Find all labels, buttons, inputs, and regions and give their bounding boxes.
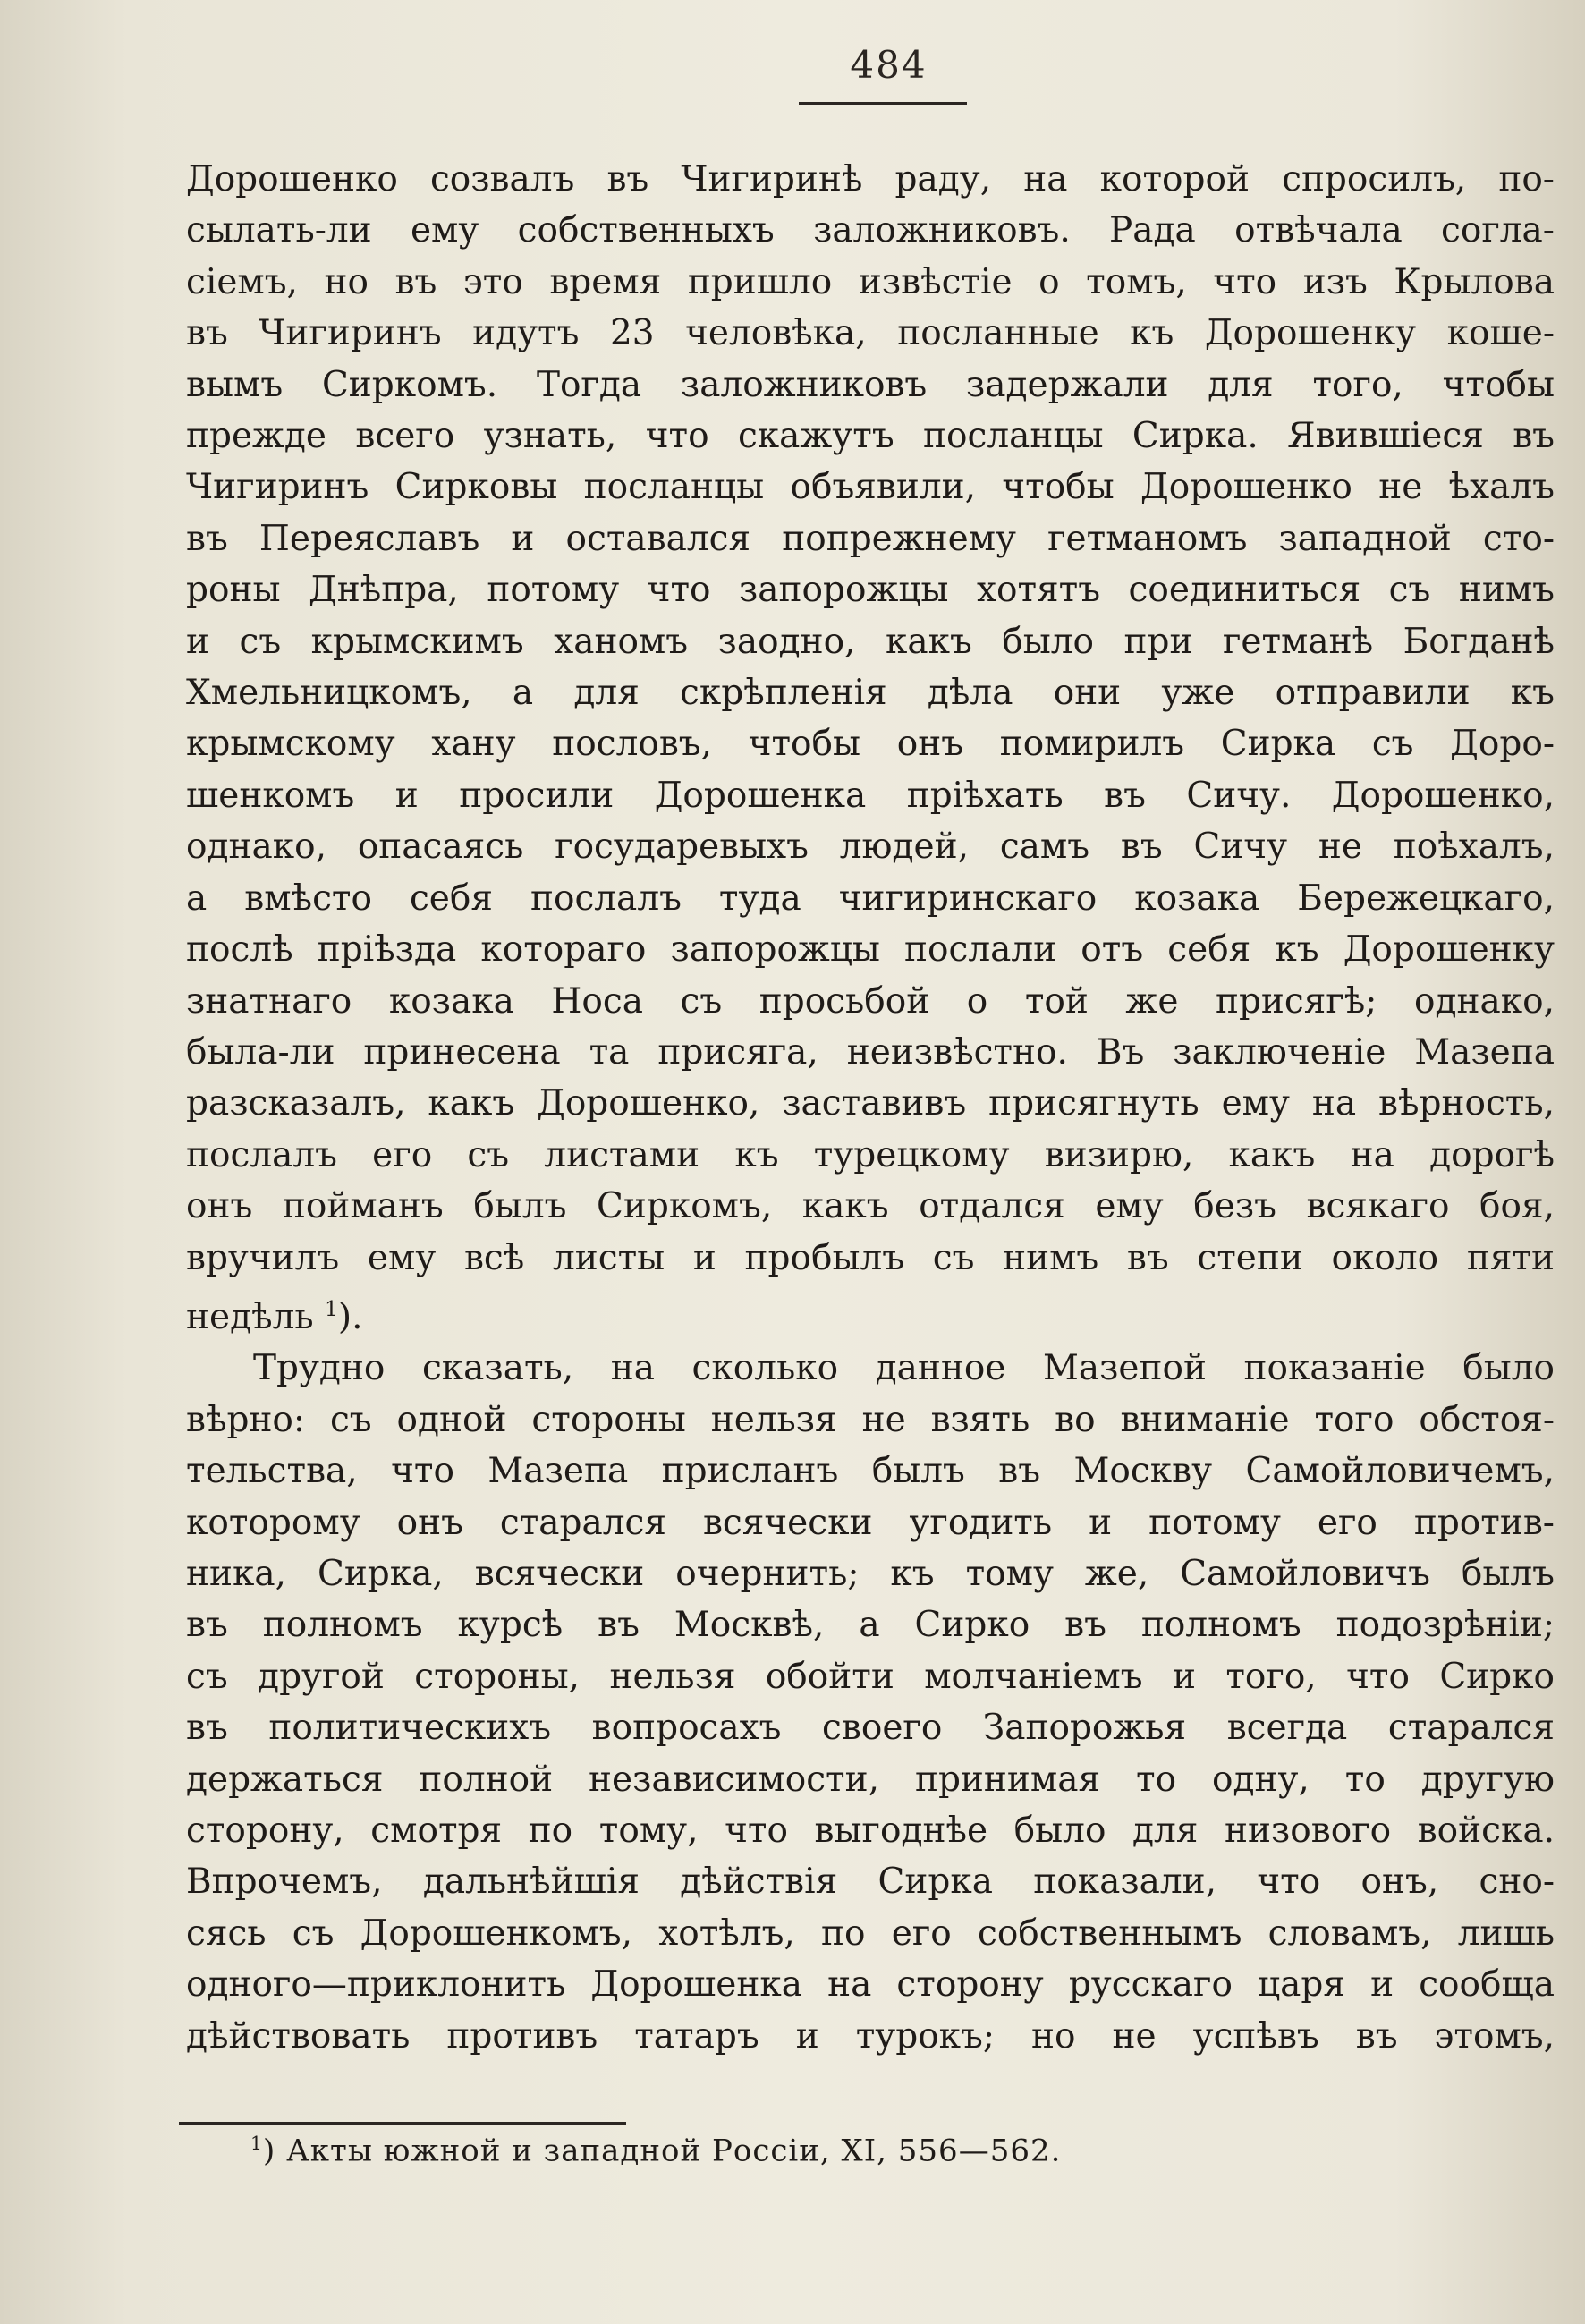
- text-line: а вмѣсто себя послалъ туда чигиринскаго козака Бережецкаго,: [186, 878, 1555, 919]
- text-line: вымъ Сиркомъ. Тогда заложниковъ задержали для того, чтобы: [186, 364, 1555, 405]
- text-line: въ Переяславъ и оставался попрежнему гетманомъ западной сто-: [186, 518, 1555, 559]
- text-line: сторону, смотря по тому, что выгоднѣе было для низового войска.: [186, 1811, 1555, 1851]
- text-line: въ политическихъ вопросахъ своего Запорожья всегда старался: [186, 1708, 1555, 1749]
- body-text: [186, 154, 1555, 2062]
- text-line: Трудно сказать, на сколько данное Мазепой показаніе было: [253, 1348, 1555, 1389]
- text-line: ника, Сирка, всячески очернить; къ тому же, Самойловичъ былъ: [186, 1553, 1555, 1594]
- text-line: вѣрно: съ одной стороны нельзя не взять во вниманіе того обстоя-: [186, 1399, 1555, 1440]
- text-line: сіемъ, но въ это время пришло извѣстіе о томъ, что изъ Крылова: [186, 261, 1555, 302]
- text-line: держаться полной независимости, принимая то одну, то другую: [186, 1759, 1555, 1800]
- text-line: Чигиринъ Сирковы посланцы объявили, чтобы Дорошенко не ѣхалъ: [186, 467, 1555, 508]
- text-line: послалъ его съ листами къ турецкому визирю, какъ на дорогѣ: [186, 1134, 1555, 1175]
- text-line: послѣ пріѣзда котораго запорожцы послали отъ себя къ Дорошенку: [186, 929, 1555, 971]
- text-line: роны Днѣпра, потому что запорожцы хотятъ соединиться съ нимъ: [186, 570, 1555, 611]
- footnote-text: Акты южной и западной Россіи, XI, 556—562.: [286, 2133, 1062, 2169]
- footnote-reference: 1: [325, 1295, 338, 1321]
- text-line: крымскому хану пословъ, чтобы онъ помирилъ Сирка съ Доро-: [186, 724, 1555, 765]
- text-line: тельства, что Мазепа присланъ былъ въ Москву Самойловичемъ,: [186, 1451, 1555, 1492]
- text-line: вручилъ ему всѣ листы и пробылъ съ нимъ въ степи около пяти: [186, 1237, 1555, 1278]
- text-line: и съ крымскимъ ханомъ заодно, какъ было при гетманѣ Богданѣ: [186, 621, 1555, 662]
- text-line: была-ли принесена та присяга, неизвѣстно. Въ заключеніе Мазепа: [186, 1031, 1555, 1073]
- text-line: въ полномъ курсѣ въ Москвѣ, а Сирко въ полномъ подозрѣніи;: [186, 1605, 1555, 1646]
- text-line: съ другой стороны, нельзя обойти молчаніемъ и того, что Сирко: [186, 1656, 1555, 1697]
- text-line: одного—приклонить Дорошенка на сторону русскаго царя и сообща: [186, 1964, 1555, 2006]
- text-line: онъ пойманъ былъ Сиркомъ, какъ отдался ему безъ всякаго боя,: [186, 1186, 1555, 1227]
- text-line: сылать-ли ему собственныхъ заложниковъ. Рада отвѣчала согла-: [186, 210, 1555, 251]
- text-line: шенкомъ и просили Дорошенка пріѣхать въ Сичу. Дорошенко,: [186, 775, 1555, 816]
- page-number: 484: [850, 43, 928, 87]
- text-line: прежде всего узнать, что скажутъ посланцы Сирка. Явившіеся въ: [186, 416, 1555, 457]
- paragraph-1: [186, 154, 1555, 1343]
- footnote-mark: 1: [250, 2133, 263, 2154]
- text-line: знатнаго козака Носа съ просьбой о той же присягѣ; однако,: [186, 980, 1555, 1022]
- text-line: дѣйствовать противъ татаръ и турокъ; но не успѣвъ въ этомъ,: [186, 2015, 1555, 2057]
- footnote-rule: [179, 2122, 626, 2125]
- text-fragment: недѣль: [186, 1296, 314, 1337]
- footnote-mark-close: ): [262, 2133, 276, 2169]
- text-line: которому онъ старался всячески угодить и потому его против-: [186, 1502, 1555, 1543]
- text-line: Впрочемъ, дальнѣйшія дѣйствія Сирка показали, что онъ, сно-: [186, 1862, 1555, 1903]
- text-line-last: [186, 1284, 1555, 1343]
- page-number-rule: [799, 102, 967, 105]
- footnote-reference-close: ).: [337, 1296, 363, 1337]
- text-line: Хмельницкомъ, а для скрѣпленія дѣла они уже отправили къ: [186, 673, 1555, 714]
- text-line: однако, опасаясь государевыхъ людей, самъ въ Сичу не поѣхалъ,: [186, 827, 1555, 868]
- text-line: сясь съ Дорошенкомъ, хотѣлъ, по его собственнымъ словамъ, лишь: [186, 1913, 1555, 1954]
- text-line: Дорошенко созвалъ въ Чигиринѣ раду, на которой спросилъ, по-: [186, 159, 1555, 199]
- footnote: [250, 2133, 1061, 2168]
- text-line: разсказалъ, какъ Дорошенко, заставивъ присягнуть ему на вѣрность,: [186, 1083, 1555, 1124]
- paragraph-2: [186, 1343, 1555, 2062]
- text-line: въ Чигиринъ идутъ 23 человѣка, посланные къ Дорошенку коше-: [186, 313, 1555, 354]
